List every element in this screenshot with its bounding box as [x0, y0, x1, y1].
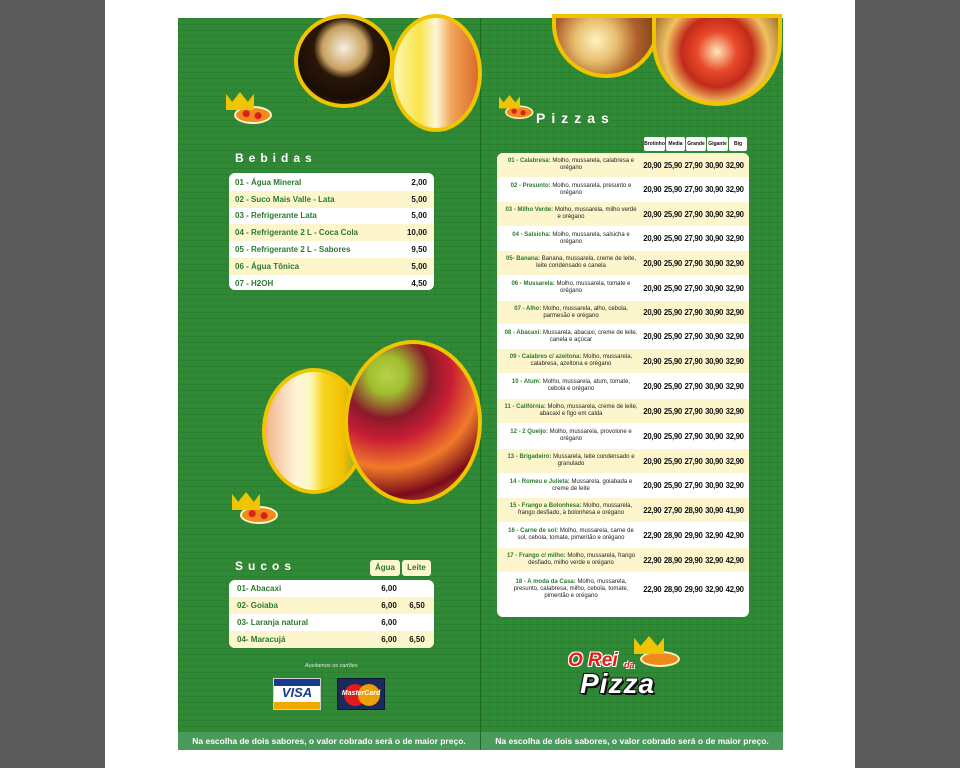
pizza-price: 32,90 [725, 406, 744, 416]
pizza-row [497, 474, 749, 498]
pizza-ingredients: Molho, mussarela, salsicha e orégano [552, 231, 630, 245]
pizza-row [497, 424, 749, 449]
pizza-price: 20,90 [643, 160, 662, 170]
fold-divider [480, 18, 481, 750]
suco-row [229, 580, 434, 597]
pizza-price: 30,90 [705, 431, 724, 441]
crown-pizza-icon [226, 92, 272, 124]
bebida-name: 05 - Refrigerante 2 L - Sabores [235, 245, 351, 255]
pizza-price: 29,90 [684, 530, 703, 540]
suco-name: 01- Abacaxi [237, 584, 282, 593]
pizza-price: 32,90 [725, 356, 744, 366]
footer-note-left: Na escolha de dois sabores, o valor cobrado será o de maior preço. [178, 732, 480, 750]
pizza-name: 01 - Calabresa: [507, 158, 551, 164]
bebida-price: 5,00 [411, 261, 427, 271]
pizza-price: 20,90 [643, 406, 662, 416]
pizza-price: 28,90 [684, 505, 703, 515]
pizza-price: 25,90 [663, 332, 682, 341]
pizza-price: 27,90 [684, 356, 703, 366]
pizza-row [497, 399, 749, 424]
pizza-price: 42,90 [725, 555, 744, 565]
pizza-price: 27,90 [663, 505, 682, 515]
pizza-price: 27,90 [684, 431, 703, 441]
pizza-row [497, 325, 749, 349]
pizza-ingredients: Molho, mussarela, milho verde e orégano [554, 207, 637, 220]
pizza-price: 30,90 [705, 185, 724, 194]
suco-price-leite: 6,50 [409, 635, 425, 644]
pizza-price: 30,90 [705, 505, 724, 515]
pizza-ingredients: Molho, mussarela, calabresa e orégano [552, 158, 635, 171]
pizza-ingredients: Molho, mussarela, carne de sol, cebola, tomate, pimentão e orégano [517, 528, 634, 541]
pizzas-title: Pizzas [536, 110, 615, 126]
pizza-name: 17 - Frango c/ milho: [506, 553, 566, 559]
pizza-price: 32,90 [725, 185, 744, 194]
pizza-price: 30,90 [705, 258, 724, 268]
bebida-row [229, 241, 434, 258]
pizza-description [497, 330, 642, 344]
pizza-ingredients: Molho, mussarela, creme de leite, abacaxi e figo em calda [539, 404, 638, 417]
suco-price-agua: 6,00 [381, 601, 397, 610]
pizza-price: 25,90 [663, 381, 682, 391]
pizza-price: 42,90 [725, 584, 744, 594]
crown-pizza-icon [232, 492, 278, 524]
bebida-name: 06 - Água Tônica [235, 261, 300, 271]
pizza-price: 30,90 [705, 356, 724, 366]
footer-note-right: Na escolha de dois sabores, o valor cobrado será o de maior preço. [481, 732, 783, 750]
juice-glasses-photo [390, 14, 482, 132]
pizza-price: 27,90 [684, 283, 703, 293]
pizza-price: 27,90 [684, 209, 703, 219]
pizza-price: 22,90 [643, 505, 662, 515]
pizza-name: 12 - 2 Queijo: [510, 429, 548, 435]
pizza-description [497, 528, 642, 542]
suco-name: 04- Maracujá [237, 635, 286, 644]
bebida-row [229, 191, 434, 208]
suco-price-agua: 6,00 [381, 635, 397, 644]
bebida-price: 10,00 [406, 228, 427, 238]
suco-name: 02- Goiaba [237, 601, 278, 610]
pizza-name: 02 - Presunto: [510, 182, 551, 189]
pizza-row [497, 227, 749, 251]
pizza-description [497, 183, 642, 197]
pizza-row [497, 548, 749, 573]
visa-logo [273, 678, 321, 710]
logo-line3: Pizza [580, 668, 656, 699]
sucos-col-agua: Água [370, 560, 400, 576]
pizza-price: 20,90 [643, 234, 662, 243]
pizza-row [497, 374, 749, 399]
bebida-price: 2,00 [411, 177, 427, 187]
pizza-price: 32,90 [725, 308, 744, 317]
pizza-price: 27,90 [684, 185, 703, 194]
pizza-price: 32,90 [725, 209, 744, 219]
sucos-col-leite: Leite [402, 560, 431, 576]
bebida-row [229, 275, 434, 290]
pizza-row [497, 301, 749, 325]
pizza-price: 25,90 [663, 406, 682, 416]
pizza-size-label: Gigante [707, 137, 728, 151]
pizza-name: 14 - Romeu e Julieta: [509, 478, 570, 485]
bebidas-list [229, 173, 434, 290]
pizza-price: 25,90 [663, 209, 682, 219]
suco-row [229, 631, 434, 648]
pizza-row [497, 276, 749, 301]
rei-da-pizza-logo [568, 636, 690, 702]
suco-name: 03- Laranja natural [237, 618, 309, 627]
bebida-name: 04 - Refrigerante 2 L - Coca Cola [235, 228, 358, 238]
pizza-price: 20,90 [643, 481, 662, 490]
bebida-name: 03 - Refrigerante Lata [235, 211, 317, 221]
pizza-description [497, 256, 642, 270]
pizza-price: 32,90 [725, 332, 744, 341]
pizza-description [497, 354, 642, 368]
pizza-price: 41,90 [725, 505, 744, 515]
pizza-price: 22,90 [643, 530, 662, 540]
pizza-price: 25,90 [663, 481, 682, 490]
pizza-price: 27,90 [684, 406, 703, 416]
pizza-price: 25,90 [663, 283, 682, 293]
pizza-ingredients: Mussarela, goiabada e creme de leite [552, 478, 633, 492]
pizza-price: 30,90 [705, 283, 724, 293]
pizza-description [497, 553, 642, 567]
pizza-row [497, 498, 749, 523]
pizza-price: 28,90 [663, 530, 682, 540]
pizza-ingredients: Molho, mussarela, provolone e orégano [549, 429, 632, 442]
pizza-name: 11 - Califórnia: [504, 404, 546, 410]
bebida-price: 4,50 [411, 278, 427, 288]
pizza-row [497, 449, 749, 474]
sucos-list [229, 580, 434, 648]
pizza-description [497, 503, 642, 517]
pizza-price: 30,90 [705, 481, 724, 490]
pizza-row [497, 349, 749, 374]
bebida-row [229, 208, 434, 225]
pizza-price: 25,90 [663, 258, 682, 268]
pizza-name: 09 - Calabres c/ azeitona: [509, 354, 582, 360]
fruit-bowl-photo [344, 340, 482, 504]
pizza-price: 32,90 [725, 431, 744, 441]
suco-price-leite: 6,50 [409, 601, 425, 610]
pizza-price: 27,90 [684, 160, 703, 170]
logo-line1: O Rei [568, 650, 618, 671]
pizza-ingredients: Molho, mussarela, frango desfiado, milho verde e orégano [528, 553, 636, 566]
pizza-price: 32,90 [705, 530, 724, 540]
pizza-row [497, 251, 749, 276]
pizza-ingredients: Mussarela, abacaxi, creme de leite, canela e açúcar [543, 329, 638, 343]
pizza-description [497, 579, 642, 600]
pizza-name: 05- Banana: [505, 256, 540, 262]
pizza-price: 27,90 [684, 332, 703, 341]
pizza-description [497, 281, 642, 295]
pizza-price: 30,90 [705, 406, 724, 416]
pizza-price: 20,90 [643, 185, 662, 194]
visa-text: VISA [281, 685, 313, 700]
pizza-price: 27,90 [684, 234, 703, 243]
pizza-name: 08 - Abacaxi: [504, 329, 542, 336]
pizza-name: 13 - Brigadeiro: [507, 454, 552, 460]
pizza-size-label: Big [729, 137, 747, 151]
pizza-ingredients: Molho, mussarela, frango desfiado, à bolonhesa e orégano [517, 503, 633, 516]
pizza-price: 30,90 [705, 308, 724, 317]
pizza-name: 18 - A moda da Casa: [515, 578, 576, 585]
pizza-price: 20,90 [643, 456, 662, 466]
pizza-ingredients: Molho, mussarela, calabresa, azeitona e orégano [530, 354, 633, 367]
pizza-row [497, 573, 749, 606]
bebida-price: 5,00 [411, 211, 427, 221]
pizza-price: 25,90 [663, 234, 682, 243]
pizza-price: 20,90 [643, 258, 662, 268]
logo-line2: da [624, 660, 635, 670]
pizza-row [497, 523, 749, 548]
pizza-price: 30,90 [705, 332, 724, 341]
pizza-price: 29,90 [684, 555, 703, 565]
pizza-price: 32,90 [725, 381, 744, 391]
pizza-ingredients: Molho, mussarela, atum, tomate, cebola e orégano [542, 379, 631, 392]
crown-pizza-icon [499, 95, 534, 119]
pizza-price: 25,90 [663, 185, 682, 194]
mastercard-logo [337, 678, 385, 710]
pizza-price: 30,90 [705, 234, 724, 243]
pizza-ingredients: Mussarela, leite condensado e granulado [553, 454, 635, 467]
pizza-price: 20,90 [643, 209, 662, 219]
pizza-price: 32,90 [725, 258, 744, 268]
pizza-price: 20,90 [643, 283, 662, 293]
bebidas-title: Bebidas [235, 151, 317, 165]
pizza-price: 32,90 [705, 584, 724, 594]
pizza-price: 25,90 [663, 456, 682, 466]
pizza-description [497, 429, 642, 443]
pizza-price: 20,90 [643, 381, 662, 391]
pizza-name: 16 - Carne de sol: [508, 528, 559, 534]
pizza-price: 42,90 [725, 530, 744, 540]
pizza-price: 30,90 [705, 160, 724, 170]
pizza-ingredients: Molho, mussarela, presunto, calabresa, milho, cebola, tomate, pimentão e orégano [513, 578, 629, 599]
pizza-description [497, 454, 642, 468]
pizza-ingredients: Molho, mussarela, tomate e orégano [556, 281, 631, 294]
pizza-price: 20,90 [643, 431, 662, 441]
suco-row [229, 614, 434, 631]
pizza-description [497, 379, 642, 393]
pizza-price: 27,90 [684, 381, 703, 391]
mastercard-text: MasterCard [341, 690, 381, 697]
pizza-name: 03 - Milho Verde: [505, 207, 554, 213]
pizza-description [497, 232, 642, 246]
pizza-ingredients: Banana, mussarela, creme de leite, leite condensado e canela [536, 256, 637, 269]
bebida-price: 5,00 [411, 194, 427, 204]
pizza-price: 30,90 [705, 456, 724, 466]
pizza-row [497, 202, 749, 227]
bebida-name: 01 - Água Mineral [235, 177, 302, 187]
pizza-description [497, 207, 642, 221]
soda-glass-photo [294, 14, 394, 108]
pizza-description [497, 479, 642, 493]
pizza-name: 04 - Salsicha: [512, 231, 551, 238]
bebida-row [229, 258, 434, 275]
logo-crown-icon [634, 636, 680, 667]
suco-price-agua: 6,00 [381, 584, 397, 593]
pizza-description [497, 404, 642, 418]
pizza-size-label: Brotinho [644, 137, 665, 151]
suco-price-agua: 6,00 [381, 618, 397, 627]
pizza-description [497, 306, 642, 320]
pizza-price: 28,90 [663, 584, 682, 594]
pizza-price: 32,90 [725, 160, 744, 170]
pizza-price: 32,90 [725, 456, 744, 466]
pizza-price: 27,90 [684, 456, 703, 466]
bebida-name: 02 - Suco Mais Valle - Lata [235, 194, 335, 204]
pizza-price: 20,90 [643, 308, 662, 317]
pizza-price: 32,90 [725, 481, 744, 490]
pizza-price: 32,90 [705, 555, 724, 565]
pizza-price: 20,90 [643, 356, 662, 366]
sucos-title: Sucos [235, 559, 297, 573]
pizza-price: 27,90 [684, 308, 703, 317]
accepted-cards-label: Aceitamos os cartões [305, 663, 358, 669]
pizza-price: 25,90 [663, 356, 682, 366]
pizza-price: 25,90 [663, 308, 682, 317]
suco-row [229, 597, 434, 614]
pizza-name: 06 - Mussarela: [511, 281, 555, 287]
pizza-name: 10 - Atum: [511, 379, 542, 385]
pizza-price: 27,90 [684, 481, 703, 490]
pizza-price: 30,90 [705, 381, 724, 391]
pizza-size-label: Grande [686, 137, 706, 151]
pizzas-list [497, 153, 749, 617]
pizza-price: 29,90 [684, 584, 703, 594]
pizza-ingredients: Molho, mussarela, presunto e orégano [552, 182, 632, 196]
pizza-row [497, 153, 749, 178]
pizza-price: 25,90 [663, 431, 682, 441]
bebida-name: 07 - H2OH [235, 278, 274, 288]
pizza-price: 20,90 [643, 332, 662, 341]
bebida-row [229, 224, 434, 241]
pizza-row [497, 178, 749, 202]
pizza-size-label: Media [666, 137, 685, 151]
pizza-price: 22,90 [643, 584, 662, 594]
pizza-size-header [644, 137, 747, 151]
pizza-price: 30,90 [705, 209, 724, 219]
pizza-price: 28,90 [663, 555, 682, 565]
pizza-ingredients: Molho, mussarela, alho, cebola, parmesão e orégano [543, 305, 628, 319]
pizza-price: 32,90 [725, 283, 744, 293]
pizza-name: 15 - Frango a Bolonhesa: [509, 503, 582, 509]
pizza-price: 32,90 [725, 234, 744, 243]
pizza-price: 25,90 [663, 160, 682, 170]
pizza-price: 22,90 [643, 555, 662, 565]
bebida-row [229, 174, 434, 191]
pizza-description [497, 158, 642, 172]
pizza-name: 07 - Alho: [514, 305, 542, 312]
pizza-price: 27,90 [684, 258, 703, 268]
bebida-price: 9,50 [411, 245, 427, 255]
